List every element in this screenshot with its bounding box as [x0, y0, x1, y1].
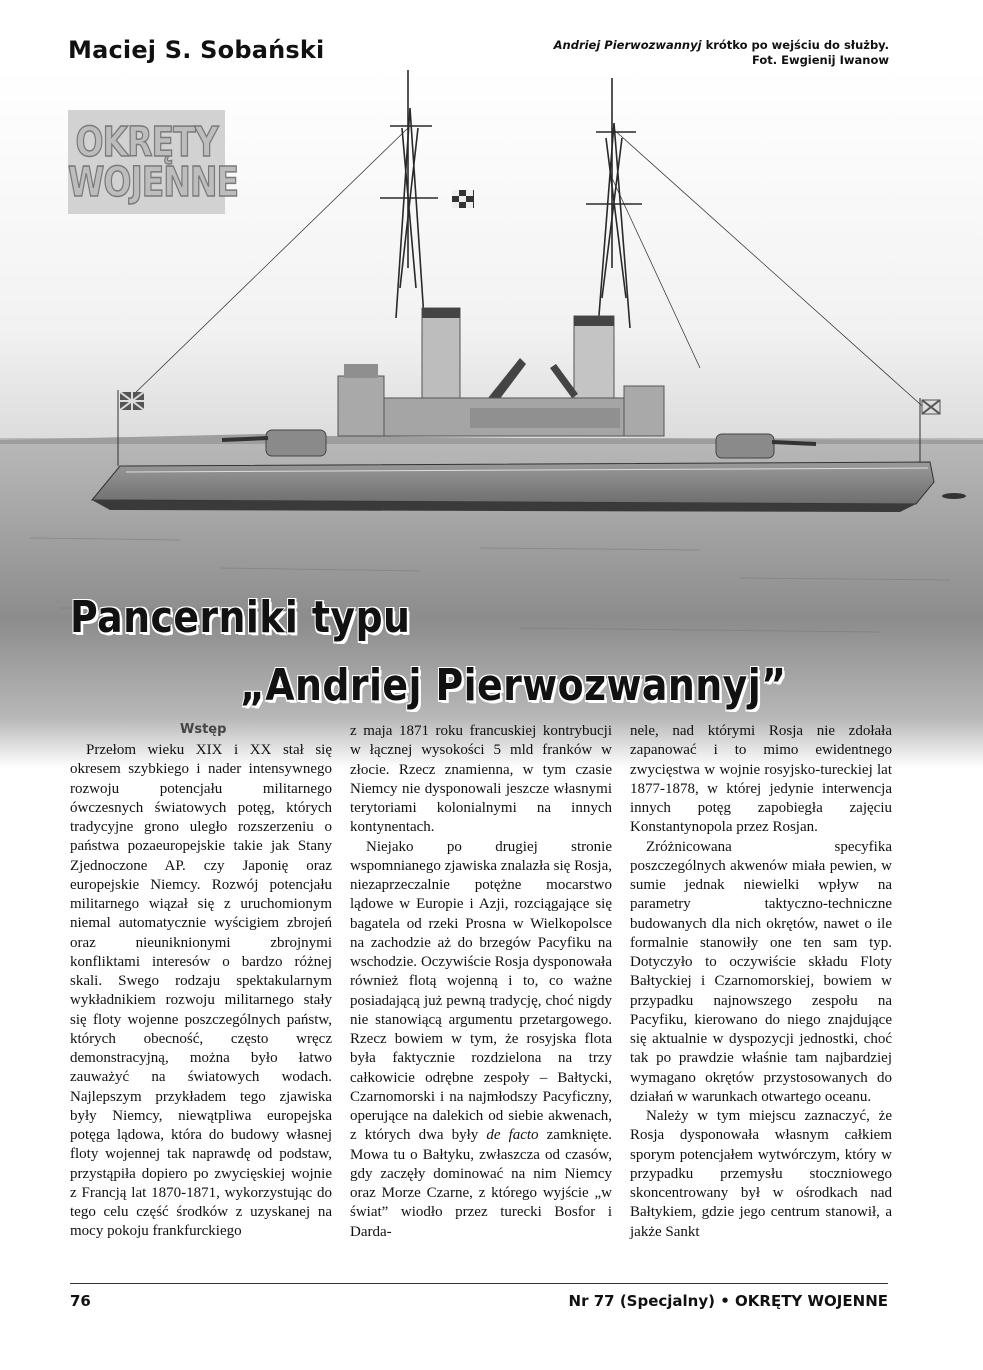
text-column-1: [70, 741, 332, 1242]
paragraph: Zróżnicowana specyfika poszczególnych akwenów miała pewien, w sumie jednak niewielki wpływ na parametry taktyczno-techniczne budowanych dla nich okrętów, nawet o ile formalnie stanowiły one ten sam typ. Dotyczyło to oczywiście składu Floty Bałtyckiej i Czarnomorskiej, bowiem w przypadku najnowszego zespołu na Pacyfiku, kierowano do niego znajdujące się aktualnie w dyspozycji jednostki, choć tak po prawdzie właśnie tam najbardziej wymagano okrętów przystosowanych do działań w warunkach otwartego oceanu.: [630, 838, 892, 1105]
publication-info: Nr 77 (Specjalny) • OKRĘTY WOJENNE: [568, 1292, 888, 1310]
logo-line1: OKRĘTY: [75, 117, 218, 166]
caption-ship-name: Andriej Pierwozwannyj: [553, 38, 702, 52]
photo-caption: [509, 38, 889, 68]
text-column-3: [630, 722, 892, 1242]
caption-line1-rest: krótko po wejściu do służby.: [701, 38, 889, 52]
text-column-2: [350, 722, 612, 1242]
section-heading: Wstęp: [180, 722, 227, 737]
paragraph: z maja 1871 roku francuskiej kontrybucji w łącznej wysokości 5 mld franków w złocie. Rzecz znamienna, w tym czasie Niemcy nie dysponowali jeszcze własnymi terytoriami kolonialnymi na innych kontynentach.: [350, 723, 612, 836]
paragraph: Przełom wieku XIX i XX stał się okresem szybkiego i nader intensywnego rozwoju potencjału militarnego ówczesnych światowych potęg, których tradycyjne grono uległo rozszerzeniu o państwa pozaeuropejskie takie jak Stany Zjednoczone AP. czy Japonię oraz europejskie Niemcy. Rozwój potencjału militarnego wiązał się z uruchomionym niemal automatycznie wyścigiem zbrojeń oraz nieuniknionymi zbrojnymi konfliktami interesów o bardzo różnej skali. Swego rodzaju spektakularnym wykładnikiem rozwoju militarnego stały się floty wojenne poszczególnych państw, których obecność, często wręcz demonstracyjną, można było łatwo zauważyć na światowych wodach. Najlepszym przykładem tego zjawiska były Niemcy, niewątpliwa europejska potęga lądowa, która do budowy własnej floty wojennej tak naprawdę od podstaw, przystąpiła dopiero po zwycięskiej wojnie z Francją lat 1870-1871, wykorzystując do tego celu część środków z uzyskanej na mocy pokoju frankfurckiego: [70, 742, 332, 1240]
logo-line2: WOJENNE: [68, 157, 239, 206]
italic-phrase: de facto: [486, 1127, 539, 1144]
footer-rule: [70, 1283, 888, 1284]
paragraph: nele, nad którymi Rosja nie zdołała zapanować i to mimo ewidentnego zwycięstwa w wojnie rosyjsko-tureckiej lat 1877-1878, w której jedynie interwencja innych potęg zapobiegła zajęciu Konstantynopola przez Rosjan.: [630, 723, 892, 836]
article-title-line2: „Andriej Pierwozwannyj”: [240, 660, 787, 711]
paragraph: Należy w tym miejscu zaznaczyć, że Rosja dysponowała własnym całkiem sporym potencjałem wytwórczym, który w przypadku przemysłu stoczniowego skoncentrowany był w ośrodkach nad Bałtykiem, gdzie jego centrum stanowił, a jakże Sankt: [630, 1108, 892, 1240]
caption-photo-credit: Fot. Ewgienij Iwanow: [751, 53, 889, 67]
paragraph-text: Niejako po drugiej stronie wspomnianego zjawiska znalazła się Rosja, niezaprzeczalnie potężne mocarstwo lądowe w Europie i Azji, rozciągające się bagatela od rzeki Prosna w Wielkopolsce na zachodzie aż do brzegów Pacyfiku na wschodzie. Oczywiście Rosja dysponowała również flotą wojenną i to, co ważne posiadającą już pewną tradycję, choć nigdy nie stanowiącą argumentu przetargowego. Rzecz bowiem w tym, że rosyjska flota była faktycznie rozdzielona na trzy całkowicie odrębne zespoły – Bałtycki, Czarnomorski i na najmłodszy Pacyficzny, operujące na dalekich od siebie akwenach, z których dwa były: [350, 838, 613, 1144]
author-name: Maciej S. Sobański: [68, 36, 325, 64]
page-number: 76: [70, 1292, 91, 1310]
paragraph: [350, 838, 612, 1242]
magazine-logo: [68, 110, 239, 214]
paragraph-text: zamknięte. Mowa tu o Bałtyku, zwłaszcza od czasów, gdy zaczęły dominować na nim Niemcy oraz Morze Czarne, z którego wyjście „w świat” wiodło przez turecki Bosfor i Darda-: [350, 1127, 612, 1240]
article-title-line1: Pancerniki typu: [70, 592, 411, 643]
